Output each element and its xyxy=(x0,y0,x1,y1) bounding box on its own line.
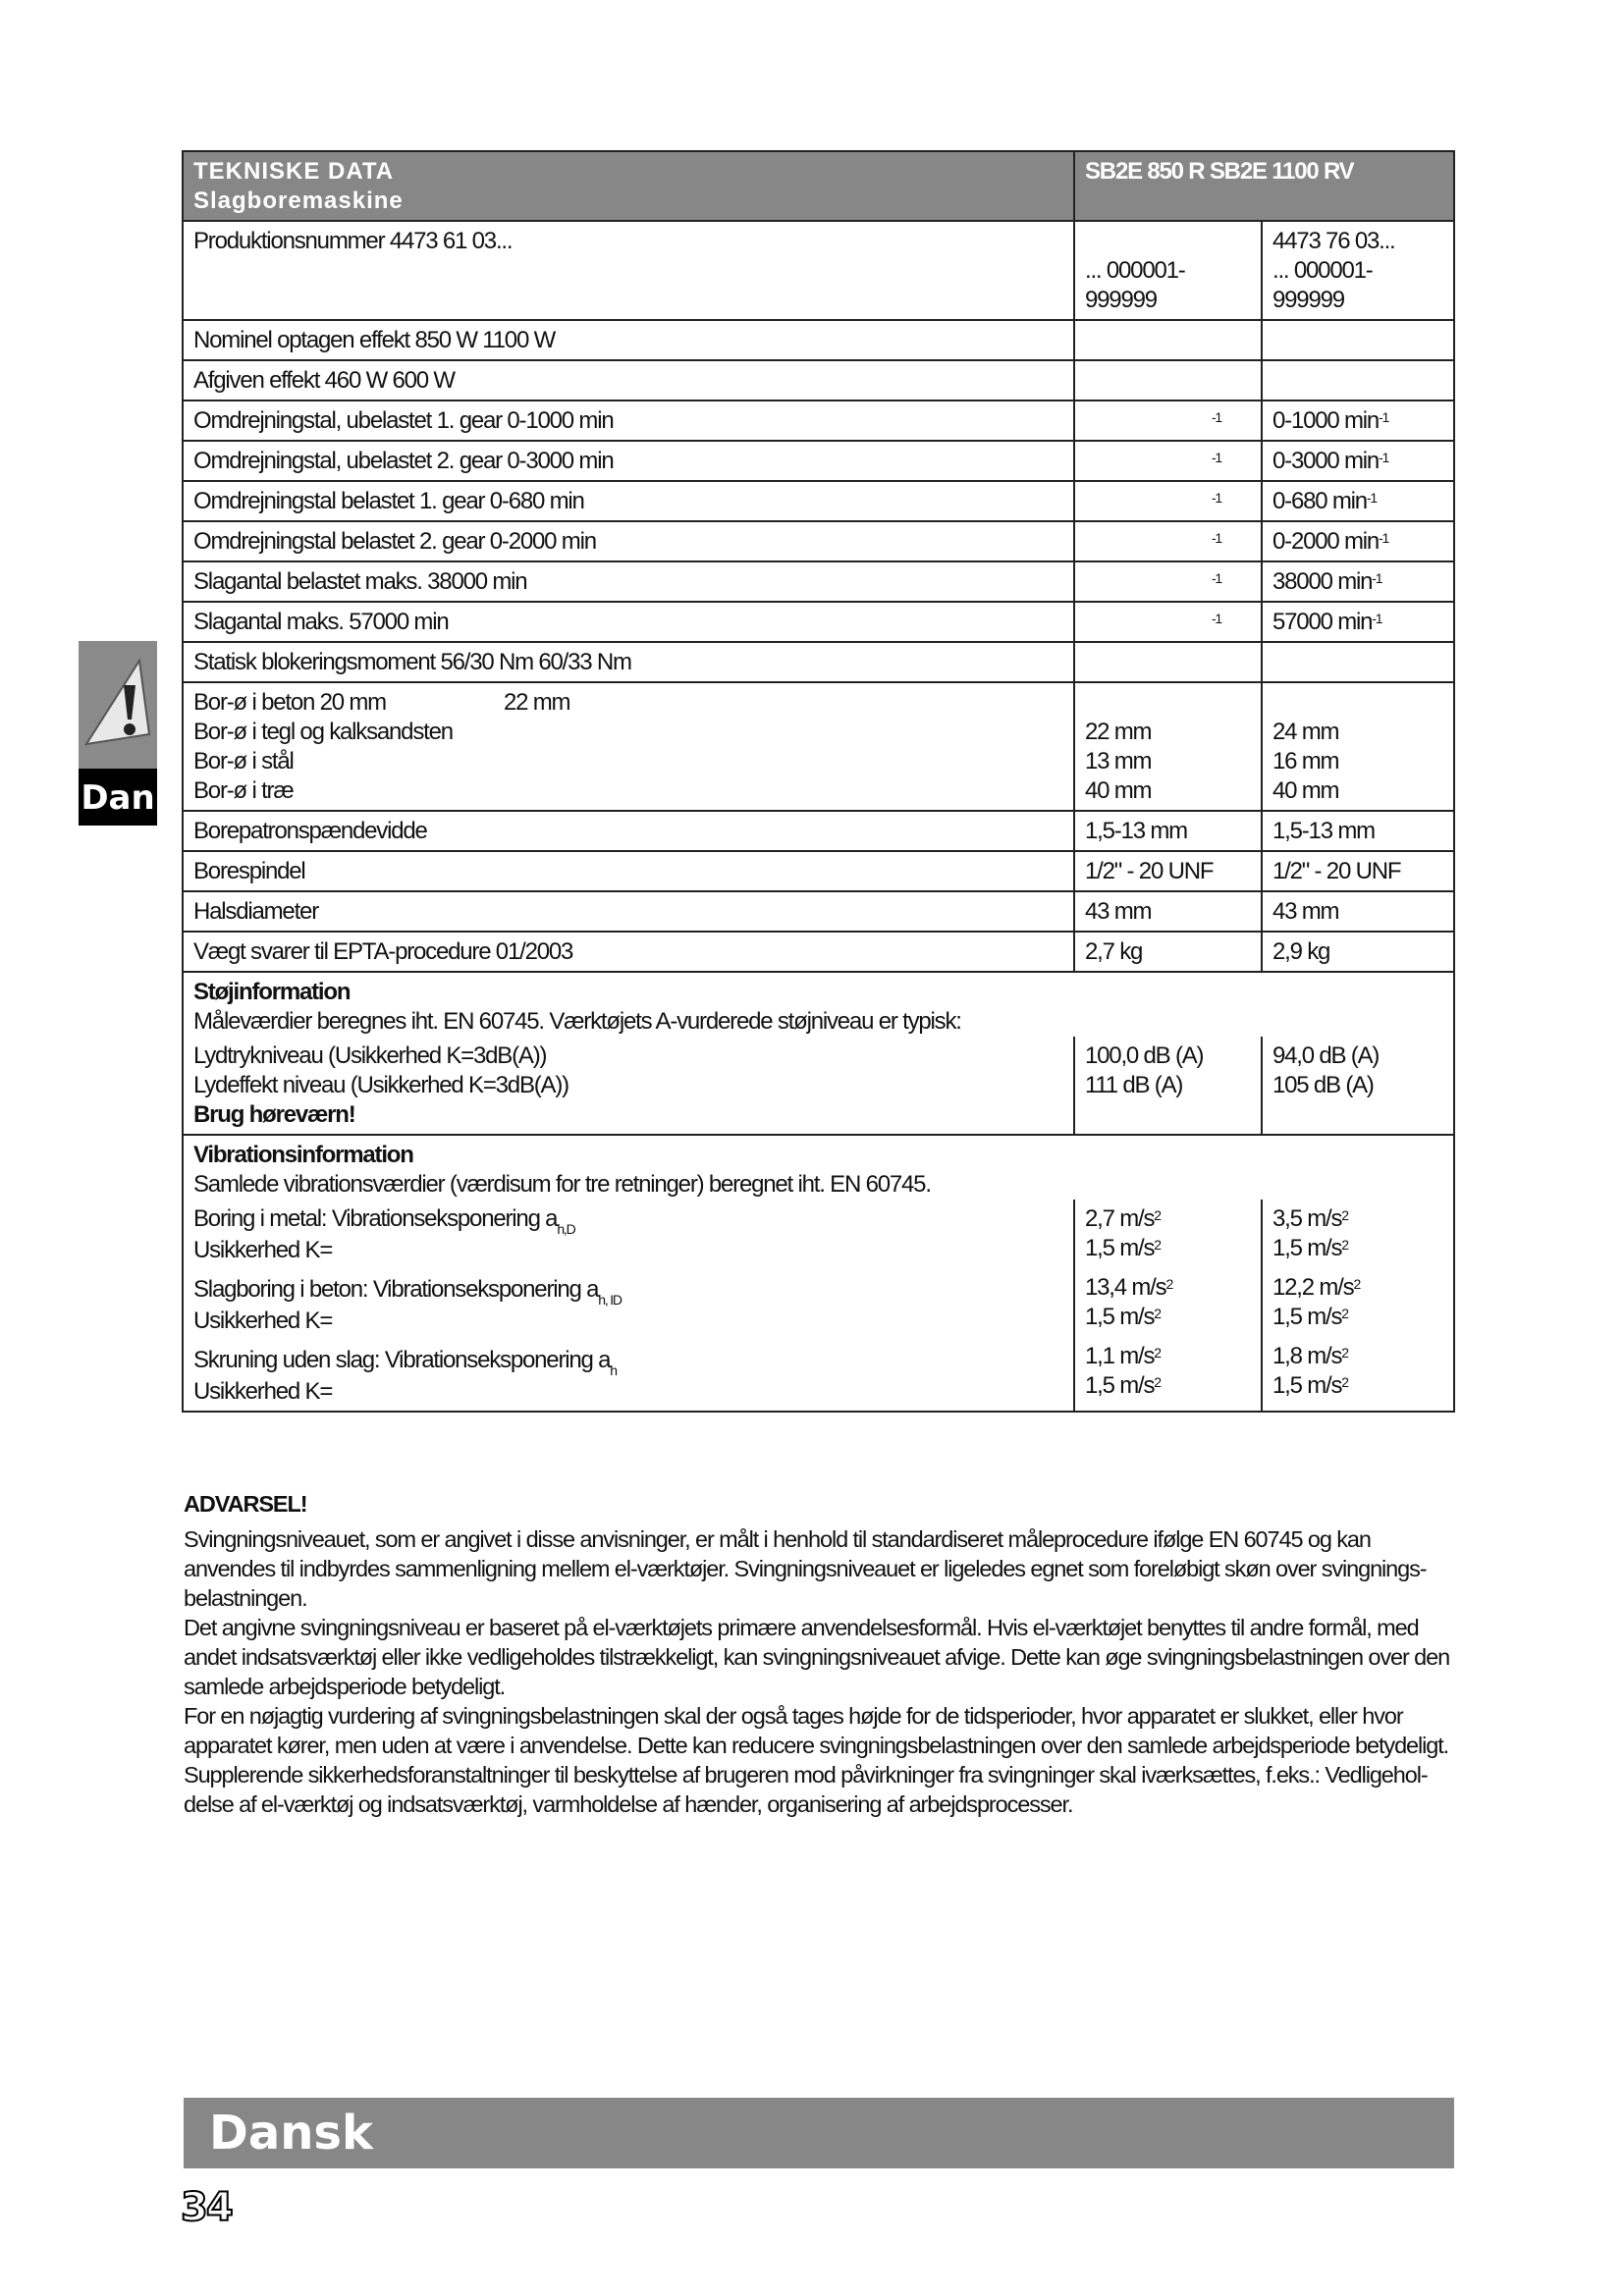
table-row xyxy=(183,360,1454,400)
row-label: Vægt svarer til EPTA-procedure 01/2003 xyxy=(183,932,1074,972)
cell-line: Bor-ø i tegl og kalksandsten xyxy=(193,719,453,745)
row-label: Halsdiameter xyxy=(183,891,1074,932)
cell-value-text: 0-680 min xyxy=(1272,488,1367,514)
row-label xyxy=(183,521,1074,561)
cell-value-text: 0-1000 min xyxy=(1272,407,1380,434)
cell-line xyxy=(1085,1234,1251,1263)
unit-exponent: -1 xyxy=(1211,490,1221,506)
table-row xyxy=(183,561,1454,602)
cell-value: 1/2" - 20 UNF xyxy=(1074,851,1262,891)
cell-value xyxy=(1074,561,1262,602)
vibration-values xyxy=(1085,1273,1251,1332)
table-subtitle: Slagboremaskine xyxy=(193,187,404,214)
vib-subscript: h,D xyxy=(557,1221,575,1237)
cell-line: ... 000001-999999 xyxy=(1272,257,1373,313)
cell-line: 111 dB (A) xyxy=(1085,1072,1183,1098)
cell-line xyxy=(1085,1303,1251,1332)
unit-exponent: -1 xyxy=(1211,409,1221,425)
table-row xyxy=(183,642,1454,682)
cell-line xyxy=(1085,1204,1251,1234)
cell-value: 1,5-13 mm xyxy=(1074,811,1262,851)
cell-value: ... 000001-999999 xyxy=(1074,221,1262,320)
unit-exponent: 2 xyxy=(1165,1276,1173,1292)
unit-exponent: -1 xyxy=(1379,530,1389,546)
table-row xyxy=(183,602,1454,642)
cell-value xyxy=(1262,521,1454,561)
cell-line xyxy=(193,1204,1063,1236)
unit-exponent: -1 xyxy=(1211,570,1221,586)
table-row xyxy=(183,320,1454,360)
row-label xyxy=(183,400,1074,441)
cell-line xyxy=(1272,1371,1443,1401)
cell-value xyxy=(1074,320,1262,360)
cell-value-text: 0-3000 min xyxy=(1272,448,1380,474)
cell-value xyxy=(1262,400,1454,441)
table-row xyxy=(183,891,1454,932)
table-row xyxy=(183,521,1454,561)
vibration-group-label xyxy=(193,1275,1063,1336)
unit-exponent: 2 xyxy=(1154,1345,1161,1361)
warning-paragraph: Det angivne svingningsniveau er baseret på el-værktøjets primære anvendelsesformål. Hvis el-værktøjet benyttes til andre formål, med andet indsatsværktøj eller ikke vedligeholdes tilstrækkeligt, kan svingningsniveauet afvige. Dette kan øge svingningsbelastningen over den samlede arbejdsperiode betydeligt. xyxy=(184,1615,1450,1699)
cell-value-text: 57000 min xyxy=(1272,609,1373,635)
cell-line: Brug høreværn! xyxy=(193,1101,355,1128)
warning-block xyxy=(184,1489,1460,1819)
unit-exponent: -1 xyxy=(1366,490,1377,506)
row-label xyxy=(183,360,1074,400)
cell-line xyxy=(193,688,1063,718)
simple-rows xyxy=(183,320,1454,682)
warning-icon xyxy=(79,641,157,769)
unit-exponent: 2 xyxy=(1154,1306,1161,1321)
row-label xyxy=(183,561,1074,602)
cell-line xyxy=(1272,1303,1443,1332)
noise-values xyxy=(183,1037,1454,1135)
cell-line xyxy=(1272,1234,1443,1263)
unit-exponent: -1 xyxy=(1211,611,1221,626)
row-label xyxy=(183,481,1074,521)
cell-value xyxy=(1074,521,1262,561)
vibration-section xyxy=(183,1135,1454,1200)
row-label-text: Statisk blokeringsmoment 56/30 Nm 60/33 Nm xyxy=(193,649,631,675)
noise-col2 xyxy=(1074,1037,1262,1135)
vib-value: 1,5 m/s xyxy=(1272,1304,1342,1330)
vibration-values xyxy=(183,1200,1454,1412)
vib-value: 1,5 m/s xyxy=(1085,1372,1155,1399)
table-row xyxy=(183,400,1454,441)
cell-value: 1,5-13 mm xyxy=(1262,811,1454,851)
cell-line: Lydeffekt niveau (Usikkerhed K=3dB(A)) xyxy=(193,1072,568,1098)
row-label: Borespindel xyxy=(183,851,1074,891)
tech-data-table xyxy=(182,150,1455,1413)
row-label xyxy=(183,642,1074,682)
vibration-labels xyxy=(183,1200,1074,1412)
cell-line xyxy=(193,1275,1063,1307)
cell-line: 4473 76 03... xyxy=(1272,228,1395,254)
cell-line: Usikkerhed K= xyxy=(193,1237,333,1263)
unit-exponent: -1 xyxy=(1379,450,1389,465)
cell-line xyxy=(193,1346,1063,1377)
table-row xyxy=(183,851,1454,891)
table-row xyxy=(183,481,1454,521)
cell-value xyxy=(1074,360,1262,400)
cell-value xyxy=(1262,642,1454,682)
cell-value xyxy=(1262,221,1454,320)
cell-line: 13 mm xyxy=(1085,748,1152,774)
page-number: 34 xyxy=(181,2185,232,2230)
row-label: Borepatronspændevidde xyxy=(183,811,1074,851)
bore-col3 xyxy=(1262,682,1454,811)
vib-value: 1,5 m/s xyxy=(1085,1304,1155,1330)
table-row xyxy=(183,221,1454,320)
cell-value xyxy=(1262,481,1454,521)
vibration-group-label xyxy=(193,1346,1063,1407)
unit-exponent: 2 xyxy=(1154,1207,1161,1223)
language-tab-label: Dan xyxy=(81,778,155,818)
cell-value: 43 mm xyxy=(1074,891,1262,932)
row-label-text: Omdrejningstal, ubelastet 1. gear 0-1000 min xyxy=(193,407,614,434)
table-header xyxy=(183,151,1454,221)
cell-value xyxy=(1262,360,1454,400)
unit-exponent: -1 xyxy=(1372,570,1382,586)
row-label-text: Slagantal belastet maks. 38000 min xyxy=(193,568,527,595)
vib-subscript: h xyxy=(610,1362,617,1378)
cell-line: Usikkerhed K= xyxy=(193,1308,333,1334)
unit-exponent: 2 xyxy=(1341,1374,1348,1390)
warning-title: ADVARSEL! xyxy=(184,1491,307,1517)
table-row xyxy=(183,441,1454,481)
header-title-cell xyxy=(183,151,1074,221)
cell-line xyxy=(1085,1371,1251,1401)
cell-line: 22 mm xyxy=(1085,719,1152,745)
cell-line: Bor-ø i træ xyxy=(193,777,294,804)
model-names: SB2E 850 R SB2E 1100 RV xyxy=(1074,151,1454,221)
cell-value xyxy=(1262,561,1454,602)
vib-value: 1,5 m/s xyxy=(1272,1372,1342,1399)
vib-value: 1,1 m/s xyxy=(1085,1343,1155,1369)
bore-line1-extra: 22 mm xyxy=(503,689,570,716)
cell-line: 100,0 dB (A) xyxy=(1085,1042,1204,1069)
vib-label-text: Skruning uden slag: Vibrationseksponering a xyxy=(193,1347,611,1373)
unit-exponent: 2 xyxy=(1341,1237,1348,1253)
cell-value-text: 38000 min xyxy=(1272,568,1373,595)
vib-value: 1,5 m/s xyxy=(1085,1235,1155,1261)
cell-value xyxy=(1262,441,1454,481)
simple-rows-2 xyxy=(183,811,1454,972)
vibration-values xyxy=(1272,1342,1443,1401)
vib-subscript: h, ID xyxy=(598,1292,622,1308)
cell-value xyxy=(1074,441,1262,481)
noise-col3 xyxy=(1262,1037,1454,1135)
unit-exponent: 2 xyxy=(1154,1237,1161,1253)
vibration-col2 xyxy=(1074,1200,1262,1412)
bore-col2 xyxy=(1074,682,1262,811)
footer-bar xyxy=(184,2098,1454,2168)
row-label-text: Omdrejningstal, ubelastet 2. gear 0-3000 min xyxy=(193,448,614,474)
table-row xyxy=(183,932,1454,972)
vibration-group-label xyxy=(193,1204,1063,1265)
vibration-intro: Samlede vibrationsværdier (værdisum for tre retninger) beregnet iht. EN 60745. xyxy=(193,1171,931,1198)
noise-section xyxy=(183,972,1454,1037)
cell-line: Bor-ø i stål xyxy=(193,748,294,774)
cell-line: Lydtrykniveau (Usikkerhed K=3dB(A)) xyxy=(193,1042,547,1069)
cell-line xyxy=(1272,1342,1443,1371)
footer-language-title: Dansk xyxy=(209,2106,373,2161)
cell-value: 2,7 kg xyxy=(1074,932,1262,972)
unit-exponent: -1 xyxy=(1211,530,1221,546)
row-label xyxy=(183,441,1074,481)
unit-exponent: -1 xyxy=(1379,409,1389,425)
vib-value: 12,2 m/s xyxy=(1272,1274,1354,1301)
noise-intro: Måleværdier beregnes iht. EN 60745. Værktøjets A-vurderede støjniveau er typisk: xyxy=(193,1008,961,1035)
unit-exponent: 2 xyxy=(1341,1306,1348,1321)
unit-exponent: 2 xyxy=(1353,1276,1361,1292)
cell-line xyxy=(1272,1273,1443,1303)
cell-value: 1/2" - 20 UNF xyxy=(1262,851,1454,891)
cell-value-text: 0-2000 min xyxy=(1272,528,1380,555)
vib-value: 1,8 m/s xyxy=(1272,1343,1342,1369)
cell-line: Usikkerhed K= xyxy=(193,1378,333,1405)
vibration-values xyxy=(1085,1204,1251,1263)
vib-value: 13,4 m/s xyxy=(1085,1274,1166,1301)
row-label-text: Nominel optagen effekt 850 W 1100 W xyxy=(193,327,556,353)
cell-line: 94,0 dB (A) xyxy=(1272,1042,1380,1069)
vibration-head xyxy=(183,1135,1454,1200)
vibration-col3 xyxy=(1262,1200,1454,1412)
table-row xyxy=(183,682,1454,811)
cell-line: 105 dB (A) xyxy=(1272,1072,1374,1098)
vib-value: 3,5 m/s xyxy=(1272,1205,1342,1232)
row-label-text: Slagantal maks. 57000 min xyxy=(193,609,449,635)
row-label: Produktionsnummer 4473 61 03... xyxy=(183,221,1074,320)
vib-value: 2,7 m/s xyxy=(1085,1205,1155,1232)
vib-label-text: Slagboring i beton: Vibrationseksponering a xyxy=(193,1276,599,1303)
table-title: TEKNISKE DATA xyxy=(193,158,395,185)
cell-value xyxy=(1074,481,1262,521)
row-label-text: Afgiven effekt 460 W 600 W xyxy=(193,367,455,394)
cell-line: 40 mm xyxy=(1272,777,1339,804)
warning-paragraph: Svingningsniveauet, som er angivet i disse anvisninger, er målt i henhold til standardiseret måleprocedure ifølge EN 60745 og kan anvendes til indbyrdes sammenligning mellem el-værktøjer. Svingningsniveauet er ligeledes egnet som foreløbigt skøn over svingnings-belastningen. xyxy=(184,1526,1427,1611)
unit-exponent: -1 xyxy=(1372,611,1382,626)
vib-value: 1,5 m/s xyxy=(1272,1235,1342,1261)
cell-line: 40 mm xyxy=(1085,777,1152,804)
unit-exponent: 2 xyxy=(1341,1345,1348,1361)
row-label-text: Omdrejningstal belastet 2. gear 0-2000 min xyxy=(193,528,596,555)
language-tab xyxy=(79,641,157,826)
table-row xyxy=(183,811,1454,851)
bore-labels xyxy=(183,682,1074,811)
vibration-values xyxy=(1085,1342,1251,1401)
cell-value xyxy=(1074,642,1262,682)
cell-value xyxy=(1074,602,1262,642)
bore-line1: Bor-ø i beton 20 mm xyxy=(193,689,386,716)
row-label xyxy=(183,602,1074,642)
cell-line xyxy=(1085,1342,1251,1371)
unit-exponent: 2 xyxy=(1154,1374,1161,1390)
cell-value: 43 mm xyxy=(1262,891,1454,932)
noise-title: Støjinformation xyxy=(193,979,351,1005)
row-label-text: Omdrejningstal belastet 1. gear 0-680 min xyxy=(193,488,584,514)
cell-line: 24 mm xyxy=(1272,719,1339,745)
cell-line xyxy=(1085,1273,1251,1303)
row-label xyxy=(183,320,1074,360)
unit-exponent: 2 xyxy=(1341,1207,1348,1223)
cell-value xyxy=(1262,320,1454,360)
vibration-values xyxy=(1272,1204,1443,1263)
noise-labels xyxy=(183,1037,1074,1135)
cell-line: 16 mm xyxy=(1272,748,1339,774)
cell-value xyxy=(1074,400,1262,441)
unit-exponent: -1 xyxy=(1211,450,1221,465)
vibration-values xyxy=(1272,1273,1443,1332)
cell-line xyxy=(1272,1204,1443,1234)
vibration-title: Vibrationsinformation xyxy=(193,1142,413,1168)
cell-value xyxy=(1262,602,1454,642)
noise-head xyxy=(183,972,1454,1037)
vib-label-text: Boring i metal: Vibrationseksponering a xyxy=(193,1205,558,1232)
warning-paragraph: For en nøjagtig vurdering af svingningsbelastningen skal der også tages højde for de tidsperioder, hvor apparatet er slukket, eller hvor apparatet kører, men uden at være i anvendelse. Dette kan reducere svingningsbelastningen over den samlede arbejdsperiode betydeligt. Supplerende sikkerhedsforanstaltninger til beskyttelse af brugeren mod påvirkninger fra svingninger skal iværksættes, f.eks.: Vedligehol-delse af el-værktøj og indsatsværktøj, varmholdelse af hænder, organisering af arbejdsprocesser. xyxy=(184,1703,1449,1817)
cell-value: 2,9 kg xyxy=(1262,932,1454,972)
